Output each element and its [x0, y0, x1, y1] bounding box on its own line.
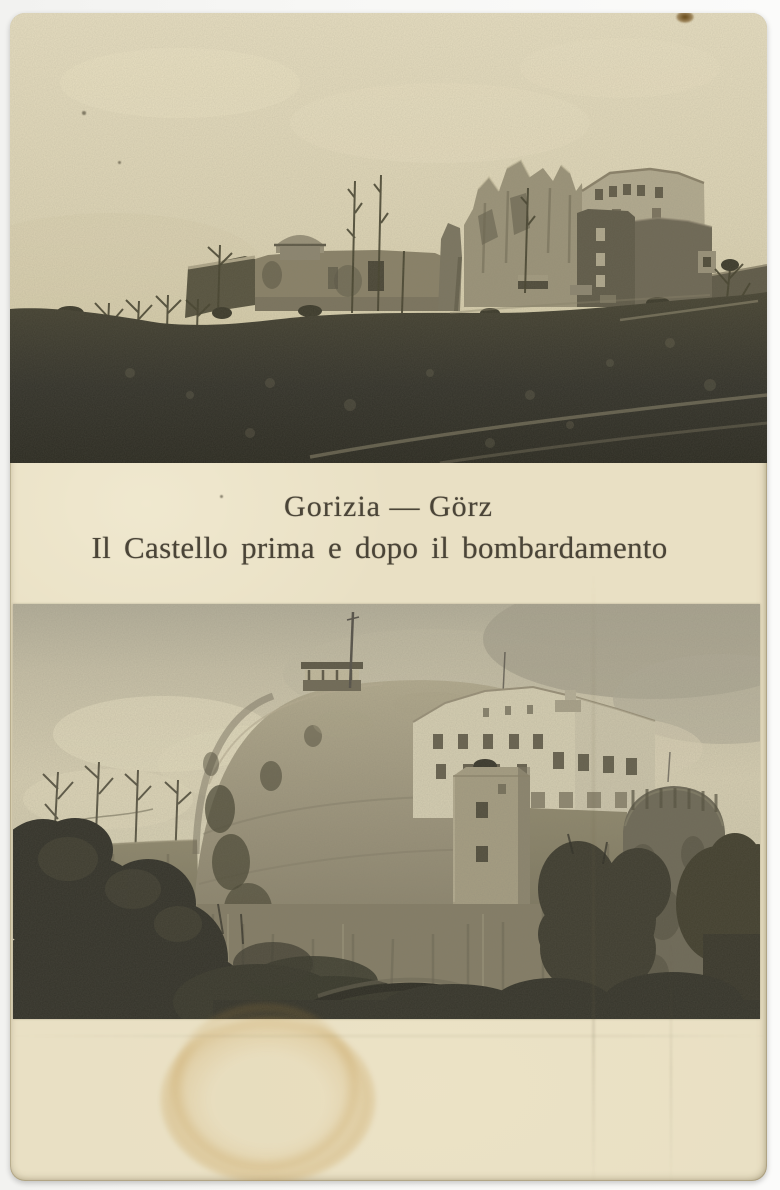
paper-speck	[118, 161, 121, 164]
photo-bottom-before-bombardment	[13, 604, 760, 1019]
crease-line	[10, 1035, 767, 1037]
crease-line	[592, 573, 595, 1181]
paper-speck	[220, 495, 223, 498]
postcard-caption: Il Castello prima e dopo il bombardamento	[91, 530, 668, 565]
postcard	[10, 13, 767, 1181]
paper-speck	[82, 111, 86, 115]
ring-stain	[160, 1016, 376, 1181]
crease-line	[670, 943, 672, 1181]
photo-top-after-bombardment	[10, 13, 767, 463]
photo-top-scene	[10, 13, 767, 463]
caption-block	[10, 490, 767, 567]
photo-bottom-scene	[13, 604, 760, 1019]
postcard-title: Gorizia — Görz	[284, 490, 493, 523]
